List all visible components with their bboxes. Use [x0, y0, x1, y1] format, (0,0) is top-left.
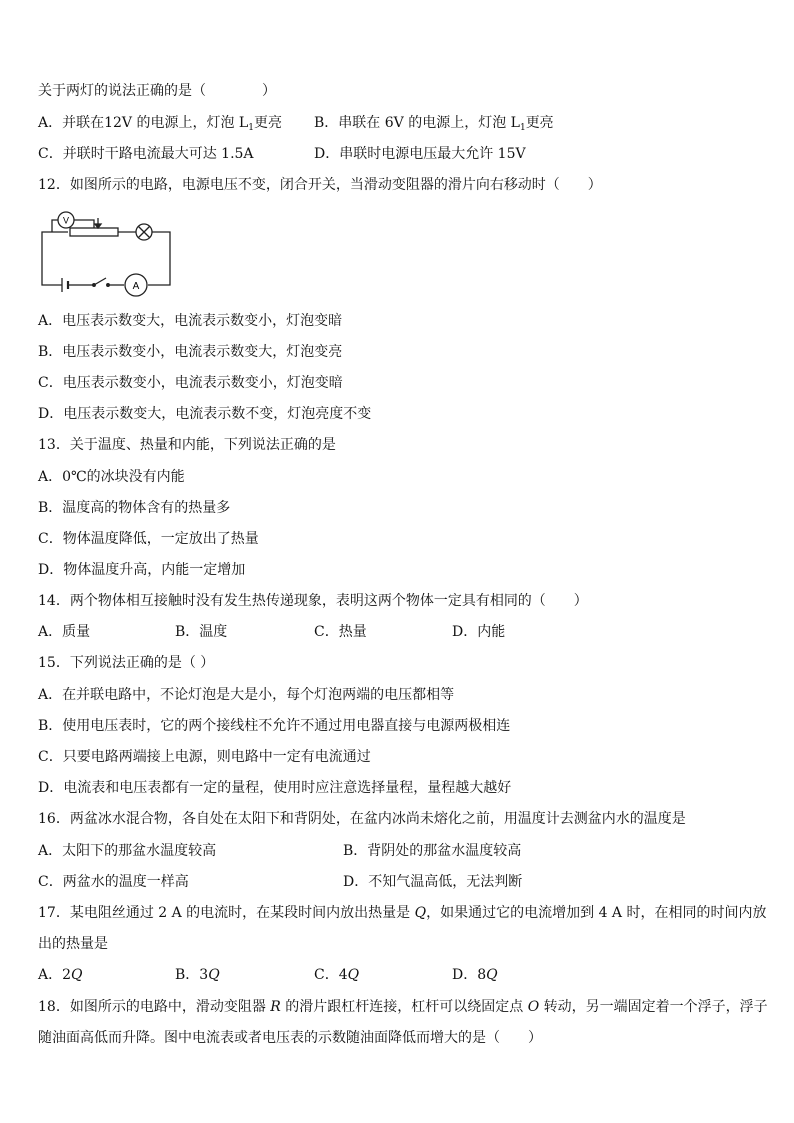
- q15-option-c[interactable]: C．只要电路两端接上电源，则电路中一定有电流通过: [38, 749, 371, 765]
- q13-option-c[interactable]: C．物体温度降低，一定放出了热量: [38, 531, 259, 547]
- q12-option-a[interactable]: A．电压表示数变大，电流表示数变小，灯泡变暗: [38, 313, 343, 329]
- q11-option-d[interactable]: D．串联时电源电压最大允许 15V: [314, 146, 526, 162]
- q14-option-a[interactable]: A．质量: [38, 624, 91, 640]
- q17-option-c[interactable]: C．4Q: [314, 967, 360, 983]
- q13-option-b[interactable]: B．温度高的物体含有的热量多: [38, 500, 231, 516]
- q18-stem-line1: 18．如图所示的电路中，滑动变阻器 R 的滑片跟杠杆连接，杠杆可以绕固定点 O 转动，另一端固定着一个浮子，浮子: [38, 999, 768, 1015]
- q13-stem: 13．关于温度、热量和内能，下列说法正确的是: [38, 437, 336, 453]
- q17-stem-line2: 出的热量是: [38, 936, 108, 952]
- ammeter-label: A: [132, 281, 140, 292]
- q16-option-a[interactable]: A．太阳下的那盆水温度较高: [38, 843, 217, 859]
- q14-option-d[interactable]: D．内能: [452, 624, 506, 640]
- q14-stem: 14．两个物体相互接触时没有发生热传递现象，表明这两个物体一定具有相同的（ ）: [38, 593, 588, 609]
- q12-option-b[interactable]: B．电压表示数变小，电流表示数变大，灯泡变亮: [38, 344, 343, 360]
- q15-option-d[interactable]: D．电流表和电压表都有一定的量程，使用时应注意选择量程，量程越大越好: [38, 780, 512, 796]
- q11-option-b[interactable]: B．串联在 6V 的电源上，灯泡 $L_1$更亮: [314, 115, 554, 133]
- q18-stem-line2: 随油面高低而升降。图中电流表或者电压表的示数随油面降低而增大的是（ ）: [38, 1030, 542, 1046]
- q14-option-c[interactable]: C．热量: [314, 624, 367, 640]
- q15-option-a[interactable]: A．在并联电路中，不论灯泡是大是小，每个灯泡两端的电压都相等: [38, 687, 455, 703]
- q11-option-a[interactable]: A．并联在12V 的电源上，灯泡 $L_1$更亮: [38, 115, 282, 133]
- q17-stem-line1: 17．某电阻丝通过 2 A 的电流时，在某段时间内放出热量是 Q，如果通过它的电流增加到 4 A 时，在相同的时间内放: [38, 905, 767, 921]
- voltmeter-label: V: [62, 215, 70, 226]
- q16-option-d[interactable]: D．不知气温高低，无法判断: [343, 874, 523, 890]
- q17-option-d[interactable]: D．8Q: [452, 967, 498, 983]
- q14-option-b[interactable]: B．温度: [175, 624, 228, 640]
- q12-circuit-diagram: [38, 202, 174, 300]
- q15-option-b[interactable]: B．使用电压表时，它的两个接线柱不允许不通过用电器直接与电源两极相连: [38, 718, 511, 734]
- q12-option-c[interactable]: C．电压表示数变小，电流表示数变小，灯泡变暗: [38, 375, 343, 391]
- q17-option-a[interactable]: A．2Q: [38, 967, 83, 983]
- q15-stem: 15．下列说法正确的是（ ）: [38, 655, 215, 671]
- q17-option-b[interactable]: B．3Q: [175, 967, 220, 983]
- q11-stem: 关于两灯的说法正确的是（ ）: [38, 83, 276, 99]
- q12-option-d[interactable]: D．电压表示数变大，电流表示数不变，灯泡亮度不变: [38, 406, 372, 422]
- q12-stem: 12．如图所示的电路，电源电压不变，闭合开关，当滑动变阻器的滑片向右移动时（ ）: [38, 177, 602, 193]
- q16-option-c[interactable]: C．两盆水的温度一样高: [38, 874, 189, 890]
- q13-option-a[interactable]: A．0℃的冰块没有内能: [38, 469, 185, 485]
- q16-option-b[interactable]: B．背阴处的那盆水温度较高: [343, 843, 522, 859]
- q13-option-d[interactable]: D．物体温度升高，内能一定增加: [38, 562, 246, 578]
- q11-option-c[interactable]: C．并联时干路电流最大可达 1.5A: [38, 146, 254, 162]
- q16-stem: 16．两盆冰水混合物，各自处在太阳下和背阴处，在盆内冰尚未熔化之前，用温度计去测盆内水的温度是: [38, 811, 686, 827]
